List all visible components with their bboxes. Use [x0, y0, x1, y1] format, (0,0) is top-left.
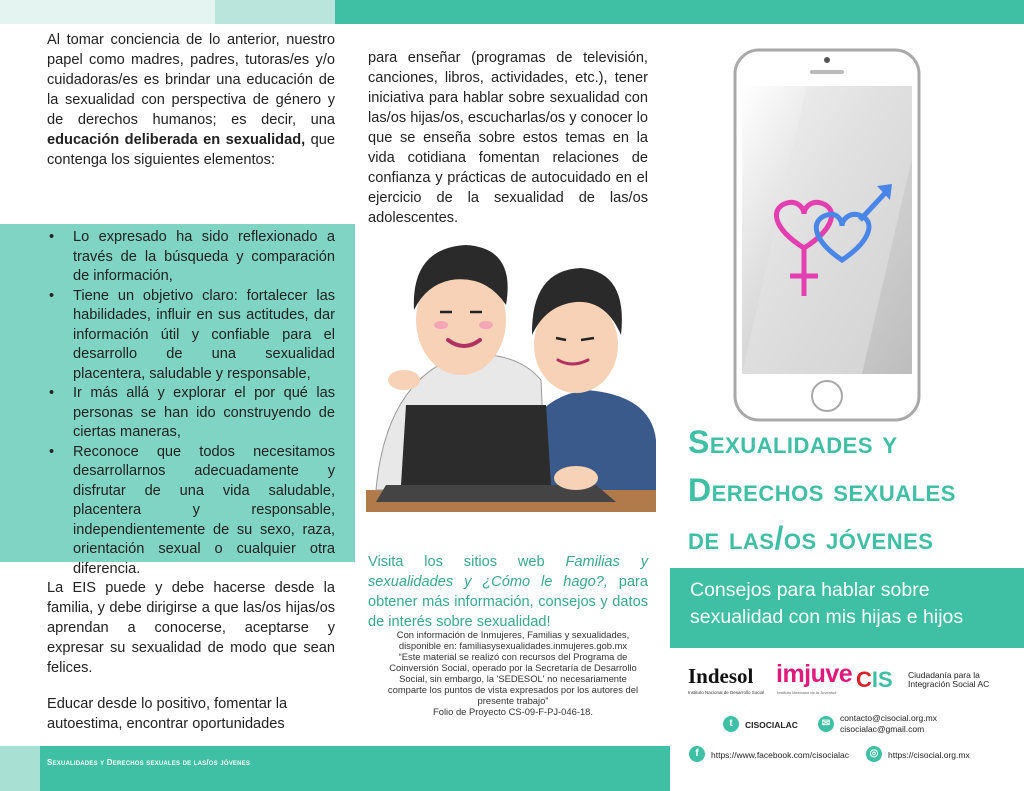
educar-paragraph: Educar desde lo positivo, fomentar la autoestima, encontrar oportunidades: [47, 696, 288, 732]
cis-logo: [856, 667, 893, 693]
parent-child-laptop-illustration: [366, 240, 656, 512]
footer-title: Sexualidades y Derechos sexuales de las/os jóvenes: [47, 758, 251, 767]
footer-band: [0, 746, 670, 791]
credits-line: comparte los puntos de vista expresados por los autores del: [387, 684, 639, 695]
brochure-title: [688, 418, 1018, 562]
credits-line: disponible en: familiasysexualidades.inmujeres.gob.mx: [398, 640, 628, 651]
subtitle: Consejos para hablar sobre sexualidad con mis hijas e hijos: [690, 579, 964, 628]
folio-line: Folio de Proyecto CS-09-F-PJ-046-18.: [433, 706, 593, 717]
list-item-text: Ir más allá y explorar el por qué las personas se han ido construyendo de ciertas maneras,: [73, 385, 335, 440]
middle-paragraph: para enseñar (programas de televisión, canciones, libros, actividades, etc.), tener iniciativa para hablar sobre sexualidad con las/os hijas/os, escucharlas/os y conocer lo que se enseña sobre estos temas en la vida cotidiana fomentan relaciones de confianza y prácticas de autocuidado en el ejercicio de la sexualidad de las/os adolescentes.: [368, 50, 648, 226]
twitter-icon: t: [723, 716, 739, 732]
intro-text-end: que contenga los siguientes elementos:: [47, 132, 336, 168]
elements-list: [47, 228, 335, 579]
visit-text: Visita los sitios web: [368, 553, 566, 570]
subtitle-band: [670, 568, 1024, 648]
visit-sites-text: [368, 552, 648, 632]
credits-line: Con información de Inmujeres, Familias y sexualidades,: [396, 629, 630, 640]
list-item: [47, 443, 335, 580]
list-item: [47, 384, 335, 443]
credits-line: presente trabajo”: [477, 695, 549, 706]
bullet-dot: •: [49, 443, 55, 460]
email-icon: ✉: [818, 716, 834, 732]
cis-logo-name: Ciudadanía para la Integración Social AC: [908, 670, 990, 689]
title-line: Sexualidades y: [688, 424, 898, 460]
web-icon: ◎: [866, 746, 882, 762]
logos-row: [688, 660, 1018, 706]
smartphone-illustration: [732, 48, 922, 422]
elements-box: [0, 224, 355, 577]
title-line: Derechos sexuales: [688, 472, 956, 508]
visit-text-end: para obtener más información, consejos y datos de interés sobre sexualidad!: [368, 573, 649, 630]
imjuve-logo: imjuve: [776, 660, 853, 688]
facebook-link[interactable]: https://www.facebook.com/cisocialac: [711, 750, 849, 760]
website-link[interactable]: https://cisocial.org.mx: [888, 750, 970, 760]
top-band-segment: [335, 0, 1024, 24]
list-item: [47, 287, 335, 385]
list-item-text: Lo expresado ha sido reflexionado a través de la búsqueda y comparación de información,: [73, 229, 335, 284]
top-band: [0, 0, 1024, 24]
email-gmail[interactable]: cisocialac@gmail.com: [840, 724, 925, 734]
title-line: de las/os jóvenes: [688, 520, 934, 556]
intro-paragraph: [47, 30, 335, 170]
facebook-icon: f: [689, 746, 705, 762]
cis-logo-mark: IS: [871, 667, 893, 692]
list-item-text: Reconoce que todos necesitamos desarrollarnos adecuadamente y disfrutar de una vida saludable, placentera y responsable, independientemente de su sexo, raza, orientación sexual o cualquier otra diferencia.: [73, 443, 335, 577]
list-item-text: Tiene un objetivo claro: fortalecer las habilidades, influir en sus actitudes, dar información útil y confiable para el desarrollo de una sexualidad placentera, saludable y responsable,: [73, 287, 335, 382]
credits-line: Social, sin embargo, la 'SEDESOL' no necesariamente: [399, 673, 627, 684]
cis-logo-mark: C: [856, 667, 872, 692]
list-item: [47, 228, 335, 287]
intro-bold-text: educación deliberada en sexualidad,: [47, 132, 306, 148]
indesol-logo-subtitle: Instituto Nacional de Desarrollo Social: [688, 690, 765, 695]
eis-paragraph: La EIS puede y debe hacerse desde la familia, y debe dirigirse a que las/os hijas/os aprendan a conocerse, aceptarse y expresar su sexualidad de modo que sean felices.: [47, 580, 335, 676]
top-band-segment: [0, 0, 215, 24]
email-contact[interactable]: contacto@cisocial.org.mx: [840, 713, 937, 723]
intro-text: Al tomar conciencia de lo anterior, nuestro papel como madres, padres, tutoras/es y/o cuidadoras/es es brindar una educación de la sexualidad con perspectiva de género y de derechos humanos; es decir, una: [47, 32, 335, 128]
indesol-logo: Indesol: [688, 664, 754, 688]
footer-band-accent: [0, 746, 40, 791]
credits-block: [368, 629, 658, 717]
credits-line: “Este material se realizó con recursos del Programa de: [398, 651, 628, 662]
twitter-handle[interactable]: CISOCIALAC: [745, 720, 798, 730]
credits-line: Coinversión Social, operado por la Secretaría de Desarrollo: [389, 662, 637, 673]
middle-column: [368, 48, 648, 228]
top-band-segment: [215, 0, 335, 24]
visit-sites-names: Familias y sexualidades y ¿Cómo le hago?,: [368, 553, 648, 590]
imjuve-logo-subtitle: Instituto Mexicano de la Juventud: [777, 690, 837, 695]
bullet-dot: •: [49, 229, 55, 245]
bullet-dot: •: [49, 385, 55, 401]
bullet-dot: •: [49, 287, 55, 304]
